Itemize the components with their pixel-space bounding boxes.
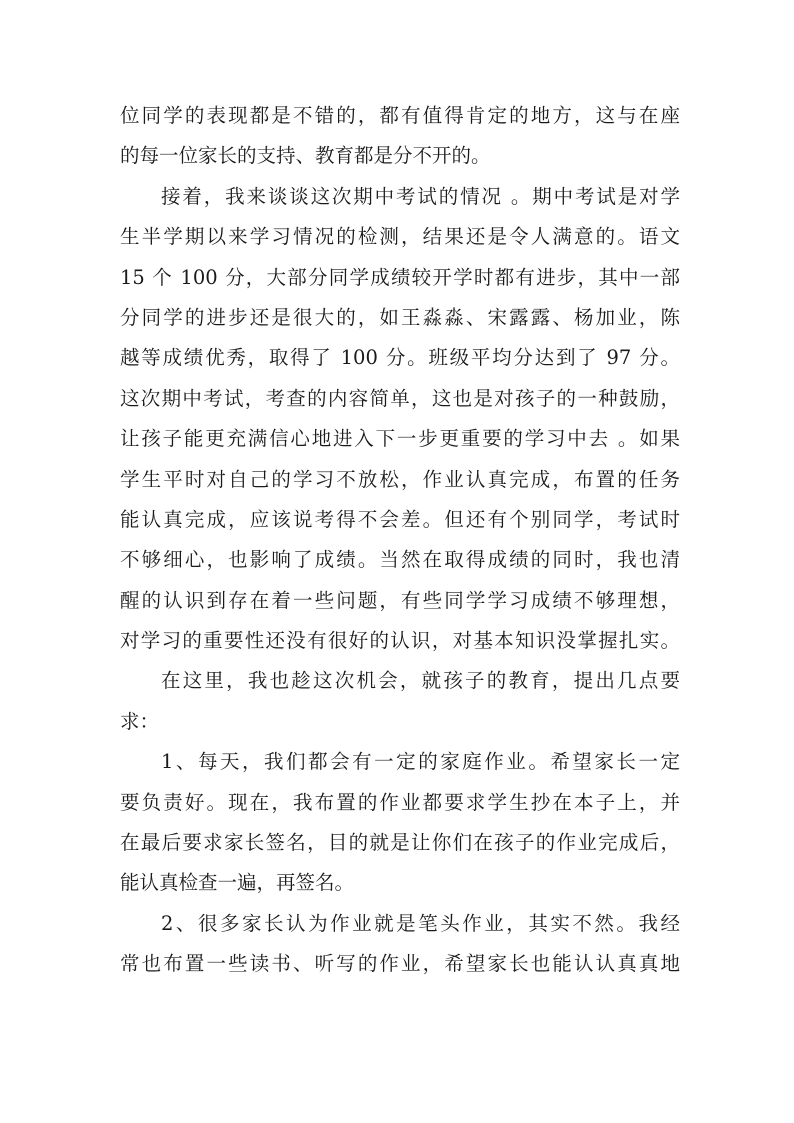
paragraph-start-line: 在这里，我也趁这次机会，就孩子的教育，提出几点要	[161, 669, 680, 693]
list-item-2-line: 2、很多家长认为作业就是笔头作业，其实不然。我经	[161, 911, 680, 935]
text-line: 常也布置一些读书、听写的作业，希望家长也能认认真真地	[120, 952, 680, 976]
text-line: 对学习的重要性还没有很好的认识，对基本知识没掌握扎实。	[120, 629, 680, 653]
text-line: 位同学的表现都是不错的，都有值得肯定的地方，这与在座	[120, 104, 680, 127]
text-line: 学生平时对自己的学习不放松，作业认真完成，布置的任务	[120, 467, 680, 491]
text-line: 不够细心，也影响了成绩。当然在取得成绩的同时，我也清	[120, 548, 680, 572]
list-item-1-line: 1、每天，我们都会有一定的家庭作业。希望家长一定	[161, 750, 680, 774]
text-line: 越等成绩优秀，取得了 100 分。班级平均分达到了 97 分。	[120, 346, 680, 370]
text-line: 的每一位家长的支持、教育都是分不开的。	[120, 144, 491, 168]
text-line: 生半学期以来学习情况的检测，结果还是令人满意的。语文	[120, 225, 680, 249]
text-line: 15 个 100 分，大部分同学成绩较开学时都有进步，其中一部	[120, 265, 680, 289]
paragraph-start-line: 接着，我来谈谈这次期中考试的情况 。期中考试是对学	[161, 184, 680, 208]
text-line: 求：	[120, 709, 160, 733]
document-body	[120, 96, 680, 985]
text-line: 能认真完成，应该说考得不会差。但还有个别同学，考试时	[120, 507, 680, 531]
text-line: 让孩子能更充满信心地进入下一步更重要的学习中去 。如果	[120, 427, 680, 451]
text-line: 分同学的进步还是很大的，如王淼淼、宋露露、杨加业，陈	[120, 305, 680, 329]
text-line: 醒的认识到存在着一些问题，有些同学学习成绩不够理想，	[120, 588, 680, 612]
text-line: 这次期中考试，考查的内容简单，这也是对孩子的一种鼓励，	[120, 386, 680, 410]
text-line: 要负责好。现在，我布置的作业都要求学生抄在本子上，并	[120, 790, 680, 814]
text-line: 在最后要求家长签名，目的就是让你们在孩子的作业完成后，	[120, 831, 680, 855]
text-line: 能认真检查一遍，再签名。	[120, 871, 355, 895]
